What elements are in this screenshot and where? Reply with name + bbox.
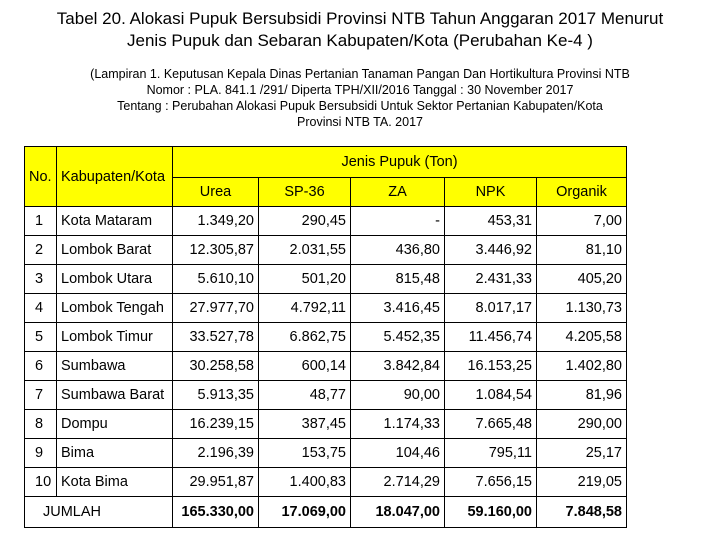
cell-organik: 219,05 <box>537 468 627 497</box>
cell-organik: 405,20 <box>537 265 627 294</box>
cell-urea: 30.258,58 <box>173 352 259 381</box>
cell-za: 1.174,33 <box>351 410 445 439</box>
cell-npk: 1.084,54 <box>445 381 537 410</box>
cell-npk: 453,31 <box>445 207 537 236</box>
cell-urea: 12.305,87 <box>173 236 259 265</box>
cell-za: 3.416,45 <box>351 294 445 323</box>
row-no: 2 <box>25 236 57 265</box>
cell-sp36: 153,75 <box>259 439 351 468</box>
cell-organik: 7,00 <box>537 207 627 236</box>
cell-urea: 29.951,87 <box>173 468 259 497</box>
header-za: ZA <box>351 178 445 207</box>
row-no: 3 <box>25 265 57 294</box>
cell-organik: 4.205,58 <box>537 323 627 352</box>
title-line-2: Jenis Pupuk dan Sebaran Kabupaten/Kota (Perubahan Ke-4 ) <box>127 31 593 50</box>
cell-sp36: 1.400,83 <box>259 468 351 497</box>
table-row <box>25 410 627 439</box>
row-no: 8 <box>25 410 57 439</box>
cell-za: 815,48 <box>351 265 445 294</box>
cell-organik: 290,00 <box>537 410 627 439</box>
table-row <box>25 265 627 294</box>
table-row <box>25 294 627 323</box>
total-label: JUMLAH <box>25 497 173 528</box>
cell-npk: 3.446,92 <box>445 236 537 265</box>
total-za: 18.047,00 <box>351 497 445 528</box>
table-row <box>25 468 627 497</box>
cell-urea: 27.977,70 <box>173 294 259 323</box>
cell-za: 3.842,84 <box>351 352 445 381</box>
cell-za: 90,00 <box>351 381 445 410</box>
row-kabupaten: Sumbawa Barat <box>57 381 173 410</box>
row-no: 9 <box>25 439 57 468</box>
row-kabupaten: Lombok Barat <box>57 236 173 265</box>
fertilizer-allocation-table <box>24 146 627 528</box>
row-kabupaten: Kota Mataram <box>57 207 173 236</box>
cell-npk: 11.456,74 <box>445 323 537 352</box>
total-urea: 165.330,00 <box>173 497 259 528</box>
cell-urea: 33.527,78 <box>173 323 259 352</box>
title-line-1: Tabel 20. Alokasi Pupuk Bersubsidi Provinsi NTB Tahun Anggaran 2017 Menurut <box>56 9 664 28</box>
cell-za: 436,80 <box>351 236 445 265</box>
subtitle-line-3: Tentang : Perubahan Alokasi Pupuk Bersubsidi Untuk Sektor Pertanian Kabupaten/Kota <box>117 99 603 113</box>
cell-npk: 8.017,17 <box>445 294 537 323</box>
header-no: No. <box>25 147 57 207</box>
cell-sp36: 48,77 <box>259 381 351 410</box>
total-row <box>25 497 627 528</box>
table-row <box>25 381 627 410</box>
header-kabupaten: Kabupaten/Kota <box>57 147 173 207</box>
cell-za: 2.714,29 <box>351 468 445 497</box>
header-group: Jenis Pupuk (Ton) <box>173 147 627 178</box>
cell-za: - <box>351 207 445 236</box>
row-no: 1 <box>25 207 57 236</box>
subtitle-line-4: Provinsi NTB TA. 2017 <box>297 115 423 129</box>
cell-sp36: 6.862,75 <box>259 323 351 352</box>
cell-npk: 7.656,15 <box>445 468 537 497</box>
cell-sp36: 600,14 <box>259 352 351 381</box>
header-organik: Organik <box>537 178 627 207</box>
row-kabupaten: Lombok Timur <box>57 323 173 352</box>
total-sp36: 17.069,00 <box>259 497 351 528</box>
cell-organik: 25,17 <box>537 439 627 468</box>
cell-sp36: 501,20 <box>259 265 351 294</box>
header-npk: NPK <box>445 178 537 207</box>
total-organik: 7.848,58 <box>537 497 627 528</box>
table-row <box>25 236 627 265</box>
cell-npk: 795,11 <box>445 439 537 468</box>
row-kabupaten: Kota Bima <box>57 468 173 497</box>
cell-urea: 1.349,20 <box>173 207 259 236</box>
table-row <box>25 352 627 381</box>
row-no: 4 <box>25 294 57 323</box>
cell-sp36: 2.031,55 <box>259 236 351 265</box>
row-kabupaten: Dompu <box>57 410 173 439</box>
total-npk: 59.160,00 <box>445 497 537 528</box>
row-kabupaten: Lombok Utara <box>57 265 173 294</box>
cell-za: 5.452,35 <box>351 323 445 352</box>
subtitle-line-1: (Lampiran 1. Keputusan Kepala Dinas Pertanian Tanaman Pangan Dan Hortikultura Provinsi NTB <box>90 67 630 81</box>
row-kabupaten: Sumbawa <box>57 352 173 381</box>
cell-organik: 81,10 <box>537 236 627 265</box>
cell-urea: 5.610,10 <box>173 265 259 294</box>
header-urea: Urea <box>173 178 259 207</box>
cell-npk: 2.431,33 <box>445 265 537 294</box>
cell-sp36: 387,45 <box>259 410 351 439</box>
table-row <box>25 323 627 352</box>
row-no: 7 <box>25 381 57 410</box>
cell-urea: 2.196,39 <box>173 439 259 468</box>
cell-sp36: 290,45 <box>259 207 351 236</box>
table-row <box>25 207 627 236</box>
cell-urea: 5.913,35 <box>173 381 259 410</box>
row-no: 5 <box>25 323 57 352</box>
header-sp36: SP-36 <box>259 178 351 207</box>
row-no: 6 <box>25 352 57 381</box>
row-kabupaten: Lombok Tengah <box>57 294 173 323</box>
cell-npk: 16.153,25 <box>445 352 537 381</box>
page-title <box>0 8 720 52</box>
cell-urea: 16.239,15 <box>173 410 259 439</box>
subtitle <box>0 66 720 130</box>
cell-organik: 81,96 <box>537 381 627 410</box>
cell-za: 104,46 <box>351 439 445 468</box>
cell-organik: 1.130,73 <box>537 294 627 323</box>
subtitle-line-2: Nomor : PLA. 841.1 /291/ Diperta TPH/XII/2016 Tanggal : 30 November 2017 <box>146 83 574 97</box>
cell-organik: 1.402,80 <box>537 352 627 381</box>
cell-npk: 7.665,48 <box>445 410 537 439</box>
row-kabupaten: Bima <box>57 439 173 468</box>
cell-sp36: 4.792,11 <box>259 294 351 323</box>
row-no: 10 <box>25 468 57 497</box>
table-row <box>25 439 627 468</box>
